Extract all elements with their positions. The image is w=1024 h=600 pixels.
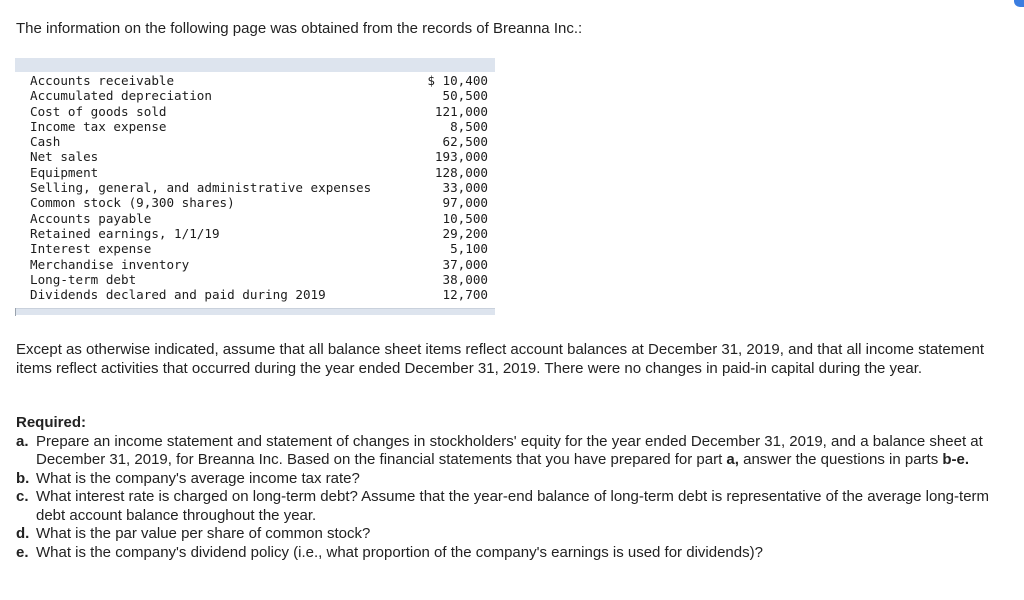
question-a-text-part1: Prepare an income statement and statement of changes in stockholders' equity for the year ended December 31, 2019, and a balance sheet at December 31, 2019, for Breanna Inc. Based on the financial statements that you have prepared for part — [36, 432, 983, 468]
account-amount: 8,500 — [450, 118, 488, 134]
account-amount: 128,000 — [434, 164, 488, 180]
account-name: Common stock (9,300 shares) — [30, 195, 235, 211]
assumptions-paragraph: Except as otherwise indicated, assume that all balance sheet items reflect account balances at December 31, 2019, and that all income statement items reflect activities that occurred during the year ended December 31, 2019. There were no changes in paid-in capital during the year. — [16, 341, 985, 377]
question-a-bold-parts: b-e. — [942, 451, 970, 468]
account-name: Cash — [30, 134, 61, 150]
account-row — [30, 287, 488, 302]
intro-text: The information on the following page was obtained from the records of Breanna Inc.: — [16, 20, 583, 37]
account-amount: 50,500 — [442, 88, 488, 104]
account-row — [30, 104, 488, 119]
table-footer-edge — [15, 308, 16, 316]
account-row — [30, 88, 488, 103]
account-row — [30, 149, 488, 164]
question-c — [16, 488, 991, 525]
account-name: Retained earnings, 1/1/19 — [30, 225, 220, 241]
account-row — [30, 195, 488, 210]
account-name: Dividends declared and paid during 2019 — [30, 287, 326, 303]
account-amount: 38,000 — [442, 271, 488, 287]
account-row — [30, 272, 488, 287]
question-b-text: What is the company's average income tax rate? — [36, 469, 360, 487]
question-a — [16, 433, 991, 470]
account-name: Cost of goods sold — [30, 103, 167, 119]
account-name: Accounts payable — [30, 210, 152, 226]
question-a-text-part2: answer the questions in parts — [738, 451, 943, 468]
account-name: Merchandise inventory — [30, 256, 190, 272]
account-name: Accounts receivable — [30, 73, 175, 88]
account-name: Selling, general, and administrative expenses — [30, 180, 372, 196]
question-b — [16, 470, 991, 489]
account-amount: 5,100 — [450, 241, 488, 257]
question-b-letter: b. — [16, 469, 30, 487]
scroll-edge-indicator — [1014, 0, 1024, 7]
account-row — [30, 226, 488, 241]
account-row — [30, 241, 488, 256]
account-amount: 10,500 — [442, 210, 488, 226]
table-header-bar — [15, 58, 495, 72]
account-amount: 97,000 — [442, 195, 488, 211]
account-name: Accumulated depreciation — [30, 88, 212, 104]
account-row — [30, 73, 488, 88]
question-a-bold-part: a, — [726, 451, 739, 468]
account-row — [30, 257, 488, 272]
account-amount: 12,700 — [442, 287, 488, 303]
account-row — [30, 134, 488, 149]
account-amount: 33,000 — [442, 180, 488, 196]
account-name: Equipment — [30, 164, 99, 180]
account-name: Net sales — [30, 149, 99, 165]
required-title: Required: — [16, 414, 87, 431]
account-row — [30, 165, 488, 180]
account-name: Long-term debt — [30, 271, 137, 287]
table-footer-bar — [15, 308, 495, 315]
account-amount: 62,500 — [442, 134, 488, 150]
question-a-letter: a. — [16, 432, 29, 450]
account-amount: 37,000 — [442, 256, 488, 272]
question-d-letter: d. — [16, 525, 30, 542]
question-a-text — [36, 433, 991, 470]
account-table — [15, 58, 495, 316]
account-amount: $ 10,400 — [427, 73, 488, 88]
required-section — [16, 414, 991, 562]
question-e — [16, 544, 991, 563]
question-d-text: What is the par value per share of common stock? — [36, 525, 371, 542]
question-e-letter: e. — [16, 543, 29, 561]
account-amount: 193,000 — [434, 149, 488, 165]
account-rows — [30, 73, 488, 302]
account-amount: 121,000 — [434, 103, 488, 119]
account-row — [30, 211, 488, 226]
question-e-text: What is the company's dividend policy (i.e., what proportion of the company's earnings is used for dividends)? — [36, 543, 763, 561]
question-c-text: What interest rate is charged on long-term debt? Assume that the year-end balance of long-term debt is representative of the average long-term debt account balance throughout the year. — [36, 488, 990, 524]
question-d — [16, 525, 991, 544]
account-amount: 29,200 — [442, 225, 488, 241]
account-name: Income tax expense — [30, 118, 167, 134]
account-name: Interest expense — [30, 241, 152, 257]
question-c-letter: c. — [16, 488, 29, 505]
account-row — [30, 119, 488, 134]
account-row — [30, 180, 488, 195]
